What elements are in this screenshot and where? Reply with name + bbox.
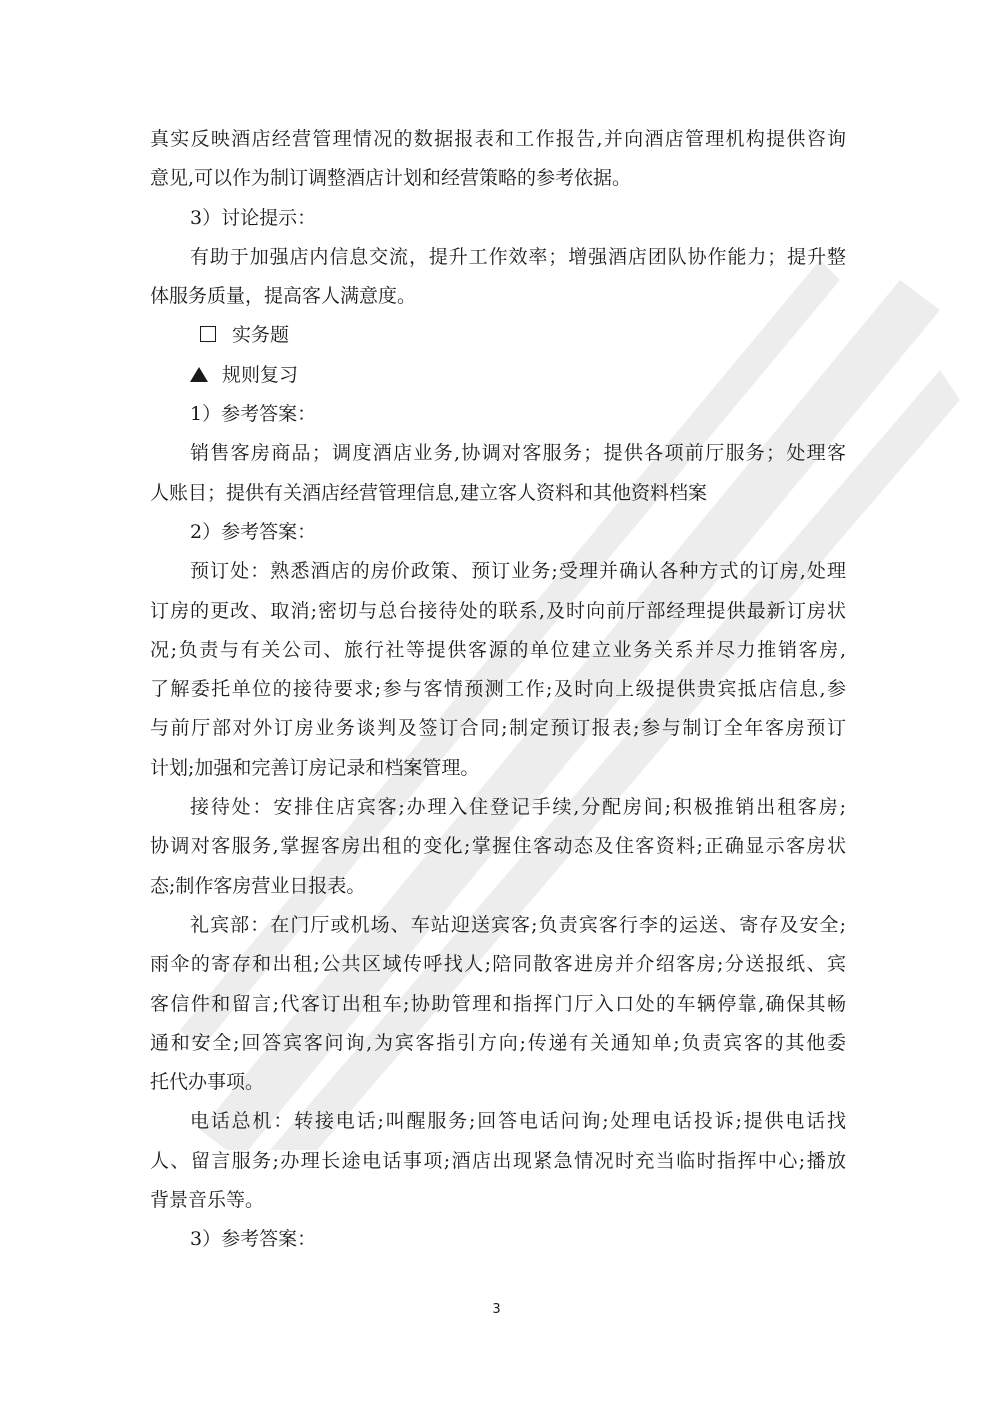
text-line: 人、留言服务;办理长途电话事项;酒店出现紧急情况时充当临时指挥中心;播放 — [150, 1149, 846, 1172]
subheading-answer-3: 3）参考答案： — [190, 1228, 317, 1251]
text-line: 态;制作客房营业日报表。 — [150, 874, 366, 897]
text-line: 与前厅部对外订房业务谈判及签订合同;制定预订报表;参与制订全年客房预订 — [150, 717, 846, 740]
subheading-answer-1: 1）参考答案： — [190, 403, 317, 426]
text-line: 真实反映酒店经营管理情况的数据报表和工作报告,并向酒店管理机构提供咨询 — [150, 128, 846, 150]
text-line: 背景音乐等。 — [150, 1189, 265, 1212]
text-line: 托代办事项。 — [150, 1071, 265, 1094]
text-line: 预订处：熟悉酒店的房价政策、预订业务;受理并确认各种方式的订房,处理 — [190, 560, 846, 583]
section-heading-practice — [150, 316, 846, 355]
text-line: 礼宾部：在门厅或机场、车站迎送宾客;负责宾客行李的运送、寄存及安全; — [190, 913, 846, 936]
document-body — [150, 120, 846, 1260]
section-heading-label: 实务题 — [232, 324, 290, 347]
text-line: 电话总机：转接电话;叫醒服务;回答电话问询;处理电话投诉;提供电话找 — [190, 1110, 846, 1133]
checkbox-square-icon — [200, 326, 216, 342]
text-line: 意见,可以作为制订调整酒店计划和经营策略的参考依据。 — [150, 167, 632, 190]
text-line: 有助于加强店内信息交流，提升工作效率；增强酒店团队协作能力；提升整 — [190, 245, 846, 268]
text-line: 况;负责与有关公司、旅行社等提供客源的单位建立业务关系并尽力推销客房, — [150, 638, 846, 661]
text-line: 体服务质量，提高客人满意度。 — [150, 285, 417, 308]
triangle-bullet-icon — [190, 367, 208, 382]
section-heading-label: 规则复习 — [222, 363, 299, 386]
text-line: 雨伞的寄存和出租;公共区域传呼找人;陪同散客进房并介绍客房;分送报纸、宾 — [150, 953, 846, 976]
subheading-discussion-hint: 3）讨论提示： — [190, 206, 317, 229]
text-line: 销售客房商品；调度酒店业务,协调对客服务；提供各项前厅服务；处理客 — [190, 442, 846, 465]
page-number: 3 — [492, 1302, 501, 1317]
text-line: 订房的更改、取消;密切与总台接待处的联系,及时向前厅部经理提供最新订房状 — [150, 599, 846, 622]
text-line: 客信件和留言;代客订出租车;协助管理和指挥门厅入口处的车辆停靠,确保其畅 — [150, 992, 846, 1015]
subheading-answer-2: 2）参考答案： — [190, 520, 317, 543]
text-line: 了解委托单位的接待要求;参与客情预测工作;及时向上级提供贵宾抵店信息,参 — [150, 678, 846, 701]
text-line: 接待处：安排住店宾客;办理入住登记手续,分配房间;积极推销出租客房; — [190, 796, 846, 819]
text-line: 通和安全;回答宾客问询,为宾客指引方向;传递有关通知单;负责宾客的其他委 — [150, 1031, 846, 1054]
section-heading-rule-review — [150, 356, 846, 395]
text-line: 协调对客服务,掌握客房出租的变化;掌握住客动态及住客资料;正确显示客房状 — [150, 835, 846, 858]
text-line: 计划;加强和完善订房记录和档案管理。 — [150, 756, 480, 779]
text-line: 人账目；提供有关酒店经营管理信息,建立客人资料和其他资料档案 — [150, 481, 708, 504]
